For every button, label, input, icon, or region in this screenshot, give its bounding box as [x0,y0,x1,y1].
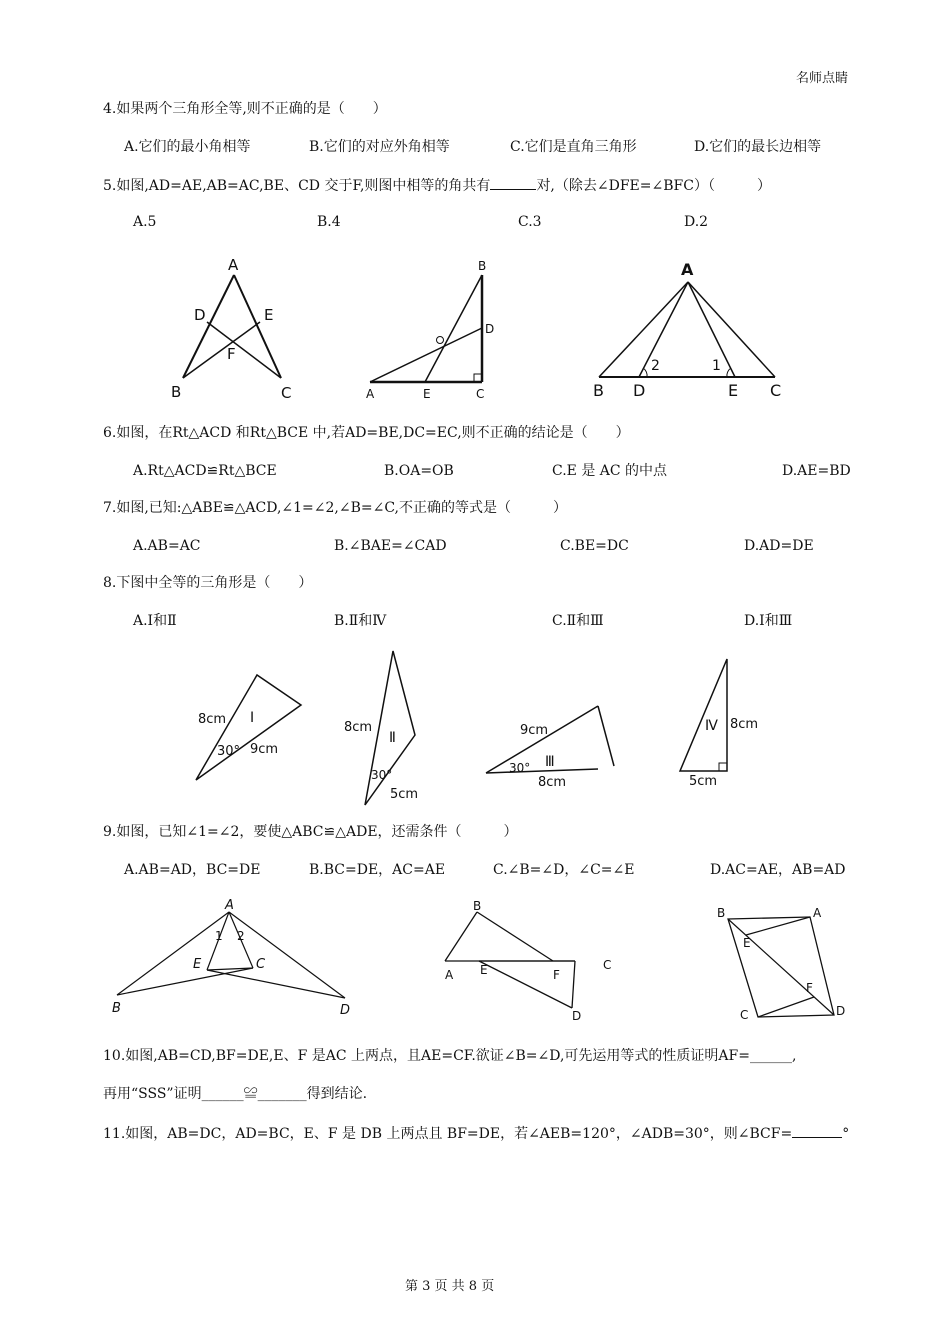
q5-figure-3 [585,255,800,405]
label-f: F [227,345,236,363]
line-dc [207,322,281,378]
q5-option-b: B.4 [317,214,341,230]
line-eb [183,322,260,378]
label-side-5cm: 5cm [689,774,718,789]
side-8cm [486,769,598,773]
label-angle-30: 30° [217,744,241,759]
triangle-4 [680,659,727,771]
q8-figure-1 [190,665,315,790]
q11-stem-part1: 11.如图，AB=DC，AD=BC，E、F 是 DB 上两点且 BF=DE，若∠AEB=120°，∠ADB=30°，则∠BCF= [103,1126,793,1142]
label-d: D [836,1004,846,1018]
q5-option-a: A.5 [133,214,157,230]
label-e: E [193,957,202,972]
q8-figure-3 [480,700,625,795]
label-roman-1: Ⅰ [250,710,255,726]
label-a: A [366,387,375,401]
label-b: B [171,383,182,401]
line-ed [207,970,345,998]
label-side-5cm: 5cm [390,787,419,802]
q5-figure-2 [360,255,510,405]
q8-option-a: A.Ⅰ和Ⅱ [133,613,177,629]
label-f: F [553,968,560,982]
label-d: D [633,381,646,400]
line-ac [688,282,775,377]
q9-figure-3 [710,900,860,1025]
q5-option-d: D.2 [684,214,709,230]
q8-option-b: B.Ⅱ和Ⅳ [334,613,387,629]
q8-option-c: C.Ⅱ和Ⅲ [552,613,604,629]
line-be [425,275,482,382]
label-side-8cm: 8cm [538,775,567,790]
q6-option-b: B.OA=OB [384,463,454,479]
label-side-9cm: 9cm [520,723,549,738]
label-b: B [473,899,482,913]
side-right [598,706,614,766]
label-a: A [445,968,454,982]
q9-option-b: B.BC=DE，AC=AE [309,862,446,878]
label-e: E [728,381,739,400]
q6-option-a: A.Rt△ACD≌Rt△BCE [133,463,277,479]
q8-option-d: D.Ⅰ和Ⅲ [744,613,793,629]
q11-stem-part2: ° [842,1126,850,1142]
label-a: A [228,256,239,274]
label-a: A [813,906,822,920]
line-ad [370,328,482,382]
label-side-8cm: 8cm [730,717,759,732]
q11-blank[interactable] [792,1123,842,1138]
question-8-stem: 8.下图中全等的三角形是（ ） [103,575,313,591]
label-a: A [225,898,234,913]
q4-option-b: B.它们的对应外角相等 [309,139,450,155]
q4-option-d: D.它们的最长边相等 [694,139,822,155]
line-bf [477,912,553,961]
label-e: E [423,387,431,401]
line-ac [234,275,281,378]
question-4-stem: 4.如果两个三角形全等,则不正确的是（ ） [103,101,387,117]
page-footer: 第 3 页 共 8 页 [405,1279,495,1294]
label-side-8cm: 8cm [344,720,373,735]
label-side-8cm: 8cm [198,712,227,727]
q9-figure-1 [105,895,365,1020]
label-b: B [717,906,726,920]
q4-option-c: C.它们是直角三角形 [510,139,637,155]
label-roman-2: Ⅱ [389,730,396,746]
label-angle-30: 30° [371,768,393,782]
label-angle-1: 1 [712,358,721,374]
label-angle-2: 2 [237,929,245,943]
label-d: D [485,322,495,336]
line-ab [117,912,229,995]
q5-stem-part1: 5.如图,AD=AE,AB=AC,BE、CD 交于F,则图中相等的角共有 [103,178,491,194]
q6-option-c: C.E 是 AC 的中点 [552,463,668,479]
label-e: E [480,963,488,977]
label-f: F [806,981,813,995]
line-bc [117,968,253,995]
q5-option-c: C.3 [518,214,542,230]
question-9-stem: 9.如图，已知∠1=∠2，要使△ABC≌△ADE，还需条件（ ） [103,824,518,840]
q5-stem-part2: 对,（除去∠DFE=∠BFC）（ ） [536,178,771,194]
label-b: B [478,259,487,273]
q7-option-d: D.AD=DE [744,538,814,554]
triangle-1 [196,675,301,780]
line-ad [639,282,688,377]
label-angle-1: 1 [215,929,223,943]
label-b: B [112,1001,121,1016]
q7-option-b: B.∠BAE=∠CAD [334,538,447,554]
label-roman-4: Ⅳ [705,718,718,734]
q8-figure-2 [340,645,425,810]
q6-option-d: D.AE=BD [782,463,851,479]
label-c: C [740,1008,749,1022]
intersection-o [437,337,444,344]
label-c: C [476,387,485,401]
line-ab [599,282,688,377]
question-10-line1: 10.如图,AB=CD,BF=DE,E、F 是AC 上两点，且AE=CF.欲证∠B=∠D,可先运用等式的性质证明AF=______, [103,1048,797,1064]
q7-option-c: C.BE=DC [560,538,629,554]
q9-option-c: C.∠B=∠D，∠C=∠E [493,862,635,878]
question-10-line2: 再用“SSS”证明______≌_______得到结论. [103,1086,368,1102]
question-6-stem: 6.如图，在Rt△ACD 和Rt△BCE 中,若AD=BE,DC=EC,则不正确的结论是（ ） [103,425,630,441]
label-c: C [770,381,782,400]
label-d: D [572,1009,582,1023]
label-angle-30: 30° [509,761,531,775]
label-b: B [593,381,604,400]
label-c: C [256,957,266,972]
q8-figure-4 [675,655,770,790]
line-ab [445,912,477,961]
q4-option-a: A.它们的最小角相等 [124,139,251,155]
label-angle-2: 2 [651,358,660,374]
label-a: A [681,260,694,279]
label-roman-3: Ⅲ [545,754,555,770]
line-bd [728,919,834,1015]
label-e: E [743,936,751,950]
line-cd [572,961,575,1008]
label-e: E [264,306,274,324]
label-d: D [340,1003,351,1018]
line-ae [746,917,810,935]
q7-option-a: A.AB=AC [133,538,201,554]
side-9cm [486,706,598,773]
q9-option-a: A.AB=AD，BC=DE [124,862,261,878]
header-label: 名师点睛 [796,71,849,86]
question-5-stem [103,175,771,195]
question-7-stem: 7.如图,已知:△ABE≌△ACD,∠1=∠2,∠B=∠C,不正确的等式是（ ） [103,500,568,516]
label-side-9cm: 9cm [250,742,279,757]
q5-blank[interactable] [490,175,536,190]
right-angle-mark [719,763,727,771]
label-c: C [281,384,292,402]
question-11-stem [103,1123,849,1143]
q5-figure-1 [165,250,315,405]
line-ad [229,912,345,998]
q9-option-d: D.AC=AE，AB=AD [710,862,846,878]
label-c: C [603,958,612,972]
line-cf [758,997,814,1017]
q9-figure-2 [435,895,625,1025]
label-d: D [194,306,206,324]
